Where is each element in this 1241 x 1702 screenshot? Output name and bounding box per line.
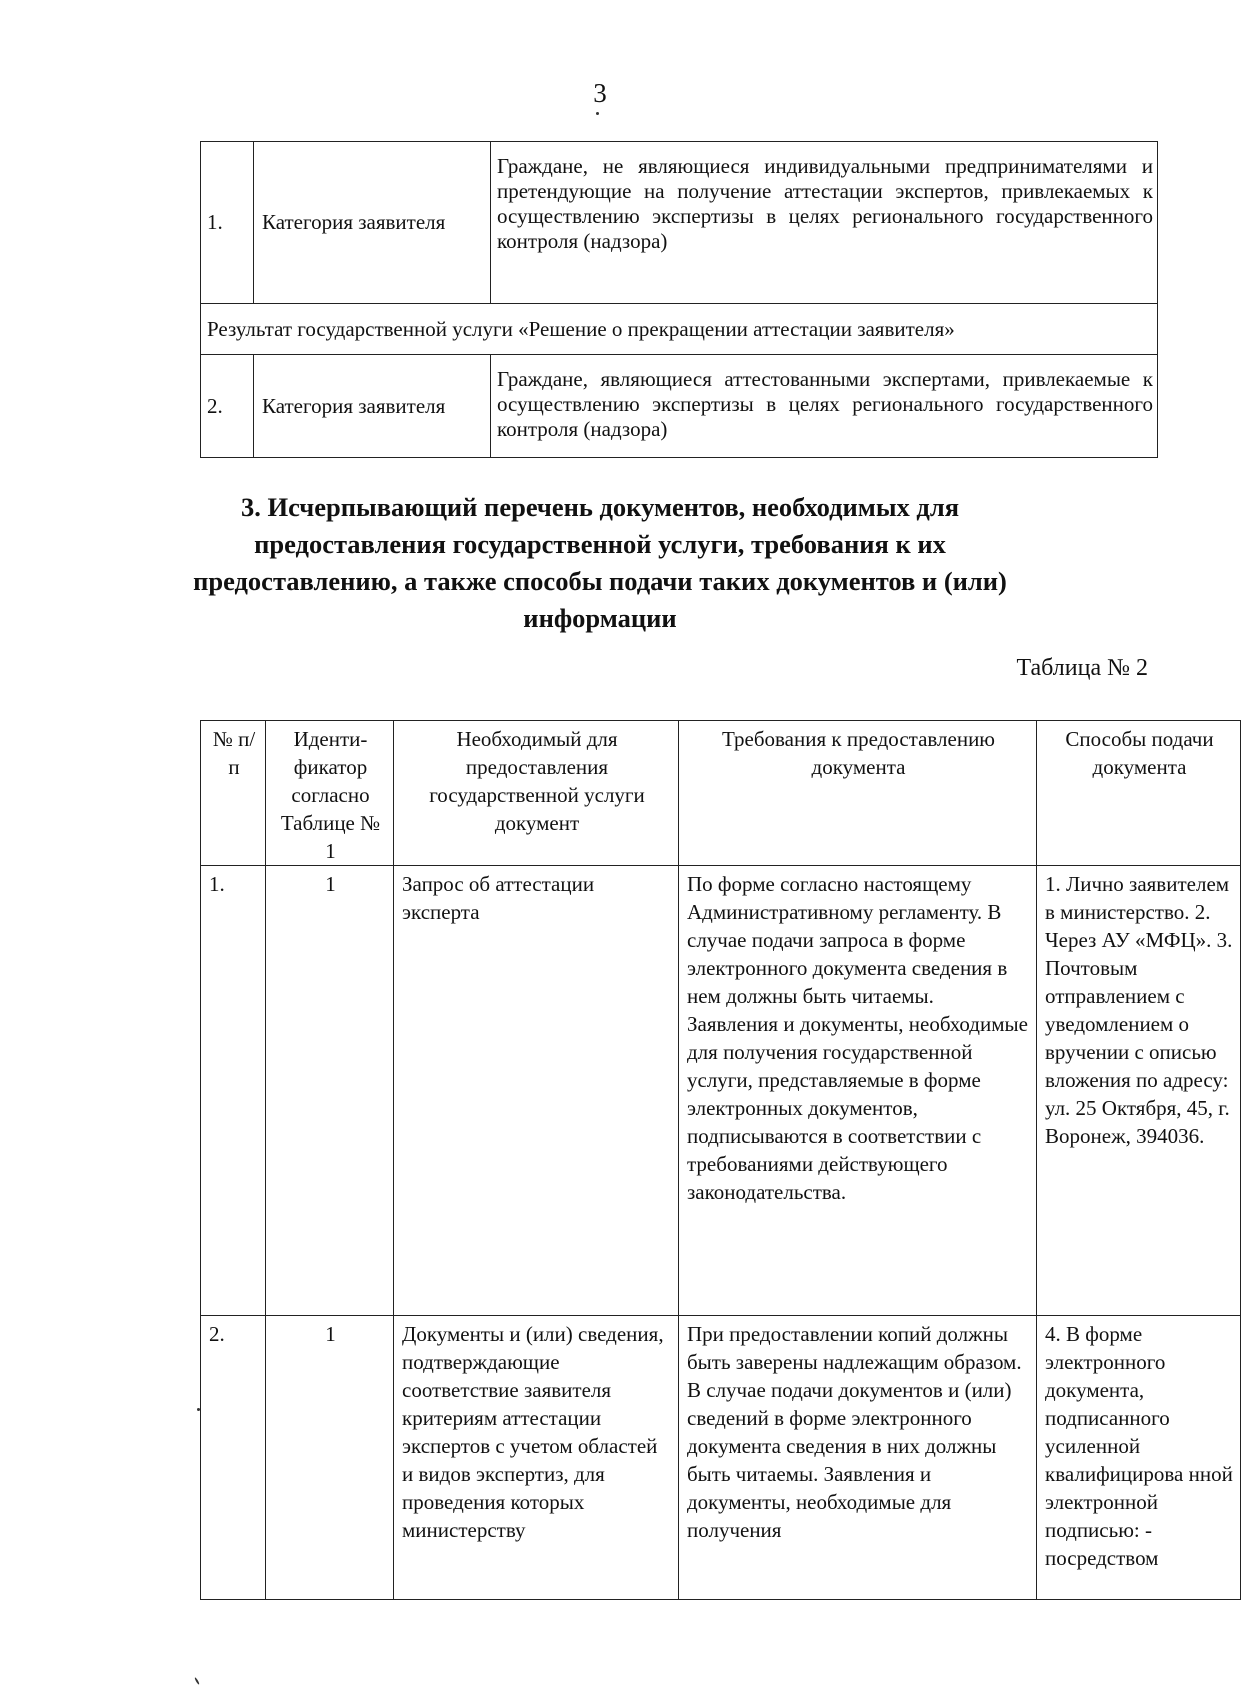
cell-requirements: При предоставлении копий должны быть заверены надлежащим образом. В случае подачи документов и (или) сведений в форме электронного документа сведения в них должны быть читаемы. Заявления и документы, необходимые для получения (679, 1316, 1037, 1600)
row-label: Категория заявителя (254, 355, 491, 458)
scan-speck (194, 1677, 200, 1685)
row-number: 1. (201, 142, 254, 304)
table-label: Таблица № 2 (1016, 655, 1148, 681)
header-document: Необходимый для предоставления государственной услуги документ (394, 721, 679, 866)
header-methods: Способы подачи документа (1037, 721, 1241, 866)
cell-methods: 4. В форме электронного документа, подписанного усиленной квалифицирова нной электронной подписью: - посредством (1037, 1316, 1241, 1600)
documents-table (200, 720, 1241, 1600)
table-row (201, 304, 1158, 355)
cell-num: 2. (201, 1316, 266, 1600)
row-text: Граждане, не являющиеся индивидуальными предпринимателями и претендующие на получение аттестации экспертов, привлекаемых к осуществлению экспертизы в целях регионального государственного контроля (надзора) (491, 142, 1158, 304)
page-number: 3 (593, 78, 607, 108)
row-number: 2. (201, 355, 254, 458)
header-identifier: Иденти-фикатор согласно Таблице № 1 (266, 721, 394, 866)
cell-requirements: По форме согласно настоящему Административному регламенту. В случае подачи запроса в форме электронного документа сведения в нем должны быть читаемы. Заявления и документы, необходимые для получения государственной услуги, представляемые в форме электронных документов, подписываются в соответствии с требованиями действующего законодательства. (679, 866, 1037, 1316)
applicant-category-table (200, 141, 1158, 458)
table-row (201, 1316, 1241, 1600)
header-requirements: Требования к предоставлению документа (679, 721, 1037, 866)
cell-document: Документы и (или) сведения, подтверждающие соответствие заявителя критериям аттестации экспертов с учетом областей и видов экспертиз, для проведения которых министерству (394, 1316, 679, 1600)
table-row (201, 142, 1158, 304)
cell-document: Запрос об аттестации эксперта (394, 866, 679, 1316)
cell-methods: 1. Лично заявителем в министерство. 2. Через АУ «МФЦ». 3. Почтовым отправлением с уведомлением о вручении с описью вложения по адресу: ул. 25 Октября, 45, г. Воронеж, 394036. (1037, 866, 1241, 1316)
cell-num: 1. (201, 866, 266, 1316)
cell-identifier: 1 (266, 866, 394, 1316)
header-num: № п/п (201, 721, 266, 866)
scan-speck (596, 112, 599, 115)
table-header-row (201, 721, 1241, 866)
cell-identifier: 1 (266, 1316, 394, 1600)
row-text: Граждане, являющиеся аттестованными экспертами, привлекаемые к осуществлению экспертизы в целях регионального государственного контроля (надзора) (491, 355, 1158, 458)
table-row (201, 355, 1158, 458)
section-heading: 3. Исчерпывающий перечень документов, необходимых для предоставления государственной услуги, требования к их предоставлению, а также способы подачи таких документов и (или) информации (193, 492, 1007, 633)
result-band: Результат государственной услуги «Решение о прекращении аттестации заявителя» (201, 304, 1158, 355)
table-row (201, 866, 1241, 1316)
row-label: Категория заявителя (254, 142, 491, 304)
